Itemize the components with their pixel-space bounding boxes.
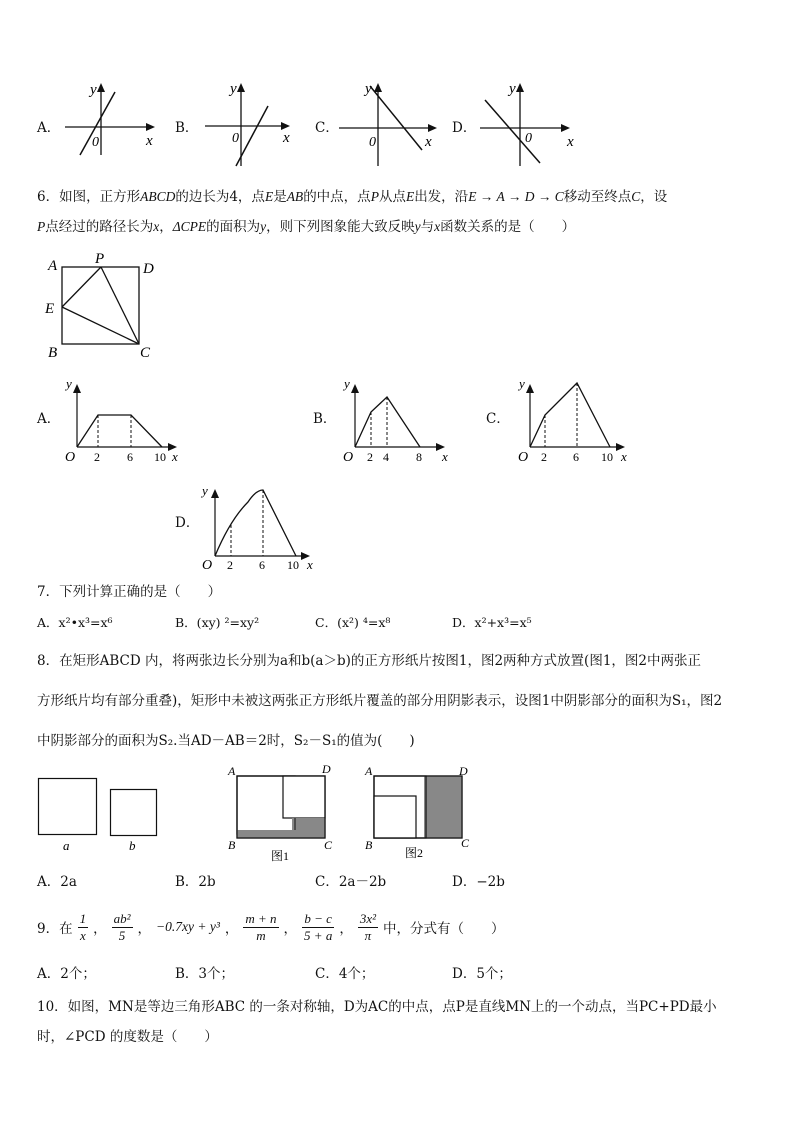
q9-expr-3: −0.7xy + y³ bbox=[156, 919, 220, 934]
q8-line1: 8．在矩形ABCD 内，将两张边长分别为a和b(a＞b)的正方形纸片按图1，图2两种方式放置(图1，图2中两张正 bbox=[37, 653, 701, 669]
q5-option-c-label: C． bbox=[315, 120, 339, 136]
q5a-y: y bbox=[90, 82, 97, 98]
q8-option-a: A．2a bbox=[37, 874, 77, 890]
q8-line2: 方形纸片均有部分重叠)，矩形中未被这两张正方形纸片覆盖的部分用阴影表示，设图1中阴影部分的面积为S₁，图2 bbox=[37, 693, 723, 709]
svg-text:10: 10 bbox=[287, 558, 299, 572]
q6-graph-a bbox=[62, 375, 192, 465]
svg-text:6: 6 bbox=[573, 450, 579, 464]
svg-text:y: y bbox=[202, 483, 208, 498]
pt-A: A bbox=[48, 258, 58, 274]
svg-text:2: 2 bbox=[541, 450, 547, 464]
q9-frac-5: $\frac{b - c}{5 + a}$ bbox=[304, 910, 333, 943]
q9-stem: 9．在 $\frac{1}{x}$ ， $\frac{\text{ab²}}{5}$ ， −0.7xy + y³ ， $\frac{m + n}{m}$ ， $\frac{b - c}{5 + a}$ ， $\frac{\text{3x²}}{\pi}$ 中，分式有（ ） bbox=[37, 910, 505, 943]
q8-figure-1 bbox=[226, 764, 341, 864]
svg-text:y: y bbox=[66, 376, 72, 391]
q8-option-b: B．2b bbox=[175, 874, 216, 890]
q7-stem: 7．下列计算正确的是（ ） bbox=[37, 584, 222, 600]
q6-graph-b bbox=[340, 375, 470, 465]
q10-line2: 时，∠PCD 的度数是（ ） bbox=[37, 1029, 218, 1045]
q6-line2: P点经过的路径长为x，ΔCPE的面积为y，则下列图象能大致反映y与x函数关系的是（ ） bbox=[37, 219, 576, 235]
q5d-x: x bbox=[567, 134, 574, 150]
q5b-y: y bbox=[230, 81, 237, 97]
q9-option-a: A．2个； bbox=[37, 966, 96, 982]
pt-B: B bbox=[48, 345, 58, 361]
svg-text:y: y bbox=[344, 376, 350, 391]
q6-option-b-label: B． bbox=[313, 411, 337, 427]
q7-option-d: D．x²+x³=x⁵ bbox=[452, 615, 532, 630]
q9-option-d: D．5个； bbox=[452, 966, 512, 982]
svg-text:8: 8 bbox=[416, 450, 422, 464]
pt-C: C bbox=[140, 345, 151, 361]
q5c-o: 0 bbox=[369, 135, 376, 150]
q6-line1: 6．如图，正方形ABCD的边长为4，点E是AB的中点，点P从点E出发，沿E → A → D → C移动至终点C，设 bbox=[37, 189, 668, 205]
svg-text:O: O bbox=[518, 450, 529, 465]
svg-text:D: D bbox=[459, 764, 468, 778]
q5-option-d-label: D． bbox=[452, 120, 477, 136]
svg-text:B: B bbox=[365, 838, 373, 852]
q9-frac-1: $\frac{1}{x}$ bbox=[79, 910, 87, 943]
q7-option-c: C．(x²) ⁴=x⁸ bbox=[315, 615, 391, 630]
q6-graph-d bbox=[200, 480, 330, 572]
q5b-x: x bbox=[283, 130, 290, 146]
svg-text:D: D bbox=[322, 762, 331, 776]
q9-option-c: C．4个； bbox=[315, 966, 375, 982]
q5c-x: x bbox=[425, 134, 432, 150]
q6-graph-c bbox=[515, 375, 645, 465]
q6-square-figure bbox=[40, 250, 170, 365]
svg-text:a: a bbox=[63, 838, 70, 853]
q8-option-c: C．2a－2b bbox=[315, 874, 387, 890]
svg-text:A: A bbox=[365, 764, 373, 778]
q5-graph-d bbox=[475, 78, 585, 168]
svg-text:y: y bbox=[519, 376, 525, 391]
svg-text:x: x bbox=[621, 449, 627, 464]
svg-text:6: 6 bbox=[127, 450, 133, 464]
svg-text:10: 10 bbox=[154, 450, 166, 464]
q9-frac-2: $\frac{\text{ab²}}{5}$ bbox=[113, 910, 131, 943]
q9-frac-4: $\frac{m + n}{m}$ bbox=[245, 910, 277, 943]
q8-option-d: D．−2b bbox=[452, 874, 505, 890]
q5b-o: 0 bbox=[232, 131, 239, 146]
svg-text:2: 2 bbox=[367, 450, 373, 464]
q8-square-a bbox=[38, 778, 100, 853]
svg-text:图2: 图2 bbox=[405, 846, 424, 860]
q7-option-a: A．x²•x³=x⁶ bbox=[37, 615, 113, 630]
svg-text:C: C bbox=[324, 838, 333, 852]
q9-option-b: B．3个； bbox=[175, 966, 235, 982]
q7-option-b: B．(xy) ²=xy² bbox=[175, 615, 260, 630]
q5a-x: x bbox=[146, 133, 153, 149]
q5-graph-a bbox=[60, 80, 170, 160]
q6-option-c-label: C． bbox=[486, 411, 510, 427]
svg-text:2: 2 bbox=[94, 450, 100, 464]
q6-option-d-label: D． bbox=[175, 515, 200, 531]
svg-text:6: 6 bbox=[259, 558, 265, 572]
q5a-o: 0 bbox=[92, 135, 99, 150]
q5-graph-c bbox=[337, 78, 447, 168]
q5c-y: y bbox=[365, 81, 372, 97]
q6-option-a-label: A． bbox=[37, 411, 61, 427]
svg-text:b: b bbox=[129, 838, 136, 853]
svg-text:O: O bbox=[65, 450, 76, 465]
q8-figure-2 bbox=[363, 764, 478, 864]
q8-square-b bbox=[110, 789, 160, 853]
q5d-y: y bbox=[509, 81, 516, 97]
pt-D: D bbox=[143, 261, 154, 277]
q9-frac-6: $\frac{\text{3x²}}{\pi}$ bbox=[359, 910, 376, 943]
svg-text:10: 10 bbox=[601, 450, 613, 464]
pt-E: E bbox=[45, 301, 55, 317]
svg-text:x: x bbox=[442, 449, 448, 464]
svg-text:A: A bbox=[228, 764, 236, 778]
svg-text:O: O bbox=[202, 558, 213, 573]
svg-text:x: x bbox=[307, 557, 313, 572]
svg-text:B: B bbox=[228, 838, 236, 852]
svg-text:x: x bbox=[172, 449, 178, 464]
pt-P: P bbox=[95, 251, 105, 267]
q5-option-a-label: A． bbox=[37, 120, 61, 136]
q5-graph-b bbox=[200, 78, 310, 168]
svg-text:C: C bbox=[461, 836, 470, 850]
q5d-o: 0 bbox=[525, 131, 532, 146]
svg-text:图1: 图1 bbox=[271, 849, 290, 863]
svg-text:4: 4 bbox=[383, 450, 389, 464]
q8-line3: 中阴影部分的面积为S₂.当AD－AB＝2时，S₂－S₁的值为( ) bbox=[37, 733, 415, 749]
q10-line1: 10．如图，MN是等边三角形ABC 的一条对称轴，D为AC的中点，点P是直线MN上的一个动点，当PC+PD最小 bbox=[37, 999, 717, 1015]
svg-text:2: 2 bbox=[227, 558, 233, 572]
q5-option-b-label: B． bbox=[175, 120, 199, 136]
svg-text:O: O bbox=[343, 450, 354, 465]
